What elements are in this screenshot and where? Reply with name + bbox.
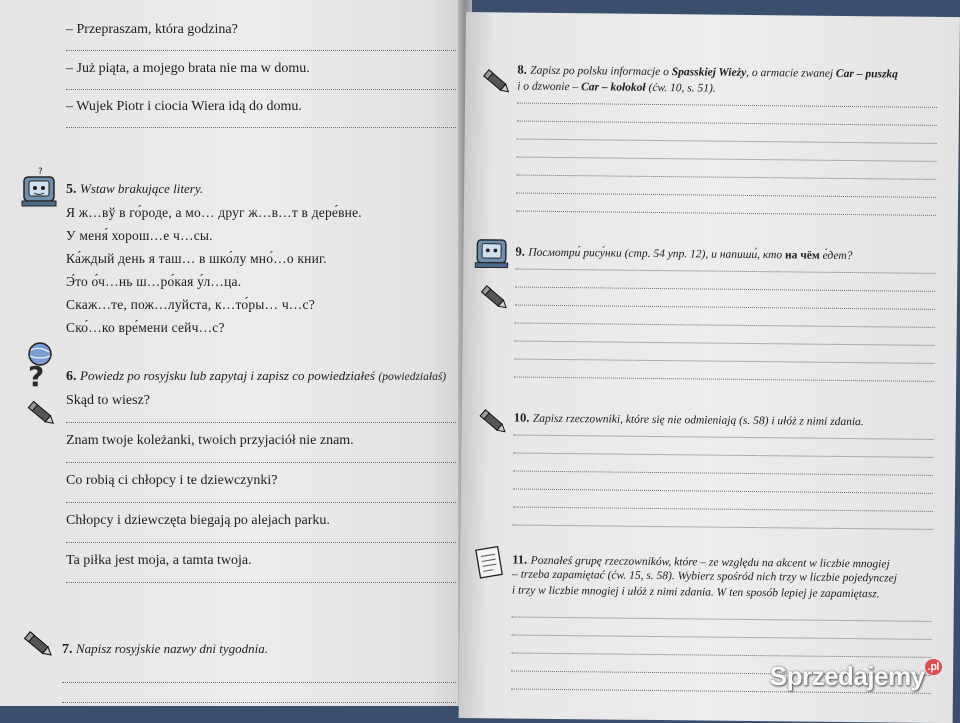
ex11-text: Poznałeś grupę rzeczowników, które – ze względu na akcent w liczbie mnogiej xyxy=(530,554,890,571)
ex9-emphasis: на чём xyxy=(785,249,820,262)
write-line[interactable] xyxy=(514,435,934,440)
ex8-text: , o armacie zwanej xyxy=(746,66,837,80)
write-line[interactable] xyxy=(66,582,456,583)
watermark-logo xyxy=(770,661,942,692)
write-line[interactable] xyxy=(513,453,933,458)
ex8-line-2 xyxy=(517,79,716,97)
write-line[interactable] xyxy=(66,50,456,51)
right-page xyxy=(459,12,960,723)
write-line[interactable] xyxy=(515,269,935,274)
pencil-icon xyxy=(477,280,511,314)
write-line[interactable] xyxy=(514,359,934,364)
ex6-line-3: Co robią ci chłopcy i te dziewczynki? xyxy=(66,473,278,488)
write-line[interactable] xyxy=(515,341,935,346)
ex5-number: 5. xyxy=(66,182,77,197)
watermark-text: Sprzedajemy xyxy=(769,661,925,691)
write-line[interactable] xyxy=(516,175,936,180)
write-line[interactable] xyxy=(512,617,932,622)
ex11-line-3: i trzy w liczbie mnogiej i ułóż z nimi zdania. W ten sposób lepiej je zapamiętasz. xyxy=(511,584,880,601)
ex8-term-spasska: Spasskiej Wieży xyxy=(671,66,747,79)
question-globe-icon xyxy=(22,340,58,388)
ex11-number: 11. xyxy=(512,552,528,567)
write-line[interactable] xyxy=(513,489,933,494)
ex8-text: Zapisz po polsku informacje o xyxy=(530,64,672,79)
dialogue-line-2: – Już piąta, a mojego brata nie ma w domu. xyxy=(66,61,310,76)
ex9-text: е́дет? xyxy=(819,249,853,263)
ex8-text: i o dzwonie – xyxy=(517,80,582,94)
write-line[interactable] xyxy=(515,323,935,328)
ex8-text: (ćw. 10, s. 51). xyxy=(645,81,716,95)
ex5-line-5: Скаж…те, пож…луйста, к…то́ры… ч…с? xyxy=(66,297,315,312)
svg-text:?: ? xyxy=(28,360,45,388)
ex8-term-kolokol: Car – kołokoł xyxy=(581,81,646,94)
ex6-line-5: Ta piłka jest moja, a tamta twoja. xyxy=(66,553,252,568)
write-line[interactable] xyxy=(66,127,456,128)
write-line[interactable] xyxy=(62,702,456,703)
ex6-line-2: Znam twoje koleżanki, twoich przyjaciół nie znam. xyxy=(66,433,354,448)
ex7-instruction: Napisz rosyjskie nazwy dni tygodnia. xyxy=(76,641,268,656)
svg-text:?: ? xyxy=(38,167,43,177)
ex11-line-2: – trzeba zapamiętać (ćw. 15, s. 58). Wybierz spośród nich trzy w liczbie pojedynczej xyxy=(512,568,898,585)
pencil-icon xyxy=(479,64,513,98)
ex7-number: 7. xyxy=(62,642,73,657)
pencil-icon xyxy=(20,626,56,662)
ex10-header xyxy=(514,411,864,431)
computer-icon xyxy=(20,165,62,211)
write-line[interactable] xyxy=(517,103,937,108)
pencil-icon xyxy=(24,396,58,430)
ex6-line-1: Skąd to wiesz? xyxy=(66,393,150,408)
write-line[interactable] xyxy=(513,507,933,512)
write-line[interactable] xyxy=(514,377,934,382)
write-line[interactable] xyxy=(516,211,936,216)
write-line[interactable] xyxy=(516,157,936,162)
write-line[interactable] xyxy=(515,287,935,292)
dialogue-line-1: – Przepraszam, która godzina? xyxy=(66,22,238,37)
ex7-header xyxy=(62,641,268,658)
write-line[interactable] xyxy=(517,121,937,126)
ex5-line-4: Э́то о́ч…нь ш…ро́кая у́л…ца. xyxy=(66,274,242,289)
left-page xyxy=(0,0,466,706)
write-line[interactable] xyxy=(516,193,936,198)
write-line[interactable] xyxy=(66,462,456,463)
computer-icon xyxy=(473,234,513,272)
write-line[interactable] xyxy=(513,471,933,476)
write-line[interactable] xyxy=(66,542,456,543)
ex5-header xyxy=(66,181,203,198)
dialogue-line-3: – Wujek Piotr i ciocia Wiera idą do domu. xyxy=(66,99,302,114)
ex6-line-4: Chłopcy i dziewczęta biegają po alejach parku. xyxy=(66,513,330,528)
write-line[interactable] xyxy=(513,525,933,530)
write-line[interactable] xyxy=(62,682,456,683)
ex9-number: 9. xyxy=(515,244,525,259)
notepad-icon xyxy=(472,544,506,582)
ex6-instruction: Powiedz po rosyjsku lub zapytaj i zapisz co powiedziałeś xyxy=(80,368,375,383)
ex6-header xyxy=(66,368,446,385)
ex5-line-3: Ка́ждый день я таш… в шко́лу мно́…о книг. xyxy=(66,251,327,266)
write-line[interactable] xyxy=(66,422,456,423)
ex5-instruction: Wstaw brakujące litery. xyxy=(80,181,204,196)
write-line[interactable] xyxy=(66,89,456,90)
ex6-number: 6. xyxy=(66,369,77,384)
write-line[interactable] xyxy=(511,635,931,640)
write-line[interactable] xyxy=(517,139,937,144)
write-line[interactable] xyxy=(511,653,931,658)
ex9-text: Посмотри́ рису́нки (стр. 54 упр. 12), и напиши́, кто xyxy=(528,246,786,262)
ex8-number: 8. xyxy=(517,62,527,77)
ex8-term-puszka: Car – puszką xyxy=(835,67,899,81)
ex10-number: 10. xyxy=(513,410,530,425)
ex6-instruction-tail: (powiedziałaś) xyxy=(378,371,447,383)
ex10-instruction: Zapisz rzeczowniki, które się nie odmieniają (s. 58) i ułóż z nimi zdania. xyxy=(532,412,864,429)
write-line[interactable] xyxy=(66,502,456,503)
ex5-line-2: У меня́ хорош…е ч…сы. xyxy=(66,228,213,243)
write-line[interactable] xyxy=(515,305,935,310)
pencil-icon xyxy=(476,404,510,438)
watermark-suffix: .pl xyxy=(925,659,942,675)
ex5-line-6: Ско́…ко вре́мени сейч…с? xyxy=(66,320,225,335)
ex9-header xyxy=(515,245,852,265)
ex5-line-1: Я ж…вў в го́роде, а мо… друг ж…в…т в дере́вне. xyxy=(66,205,362,220)
